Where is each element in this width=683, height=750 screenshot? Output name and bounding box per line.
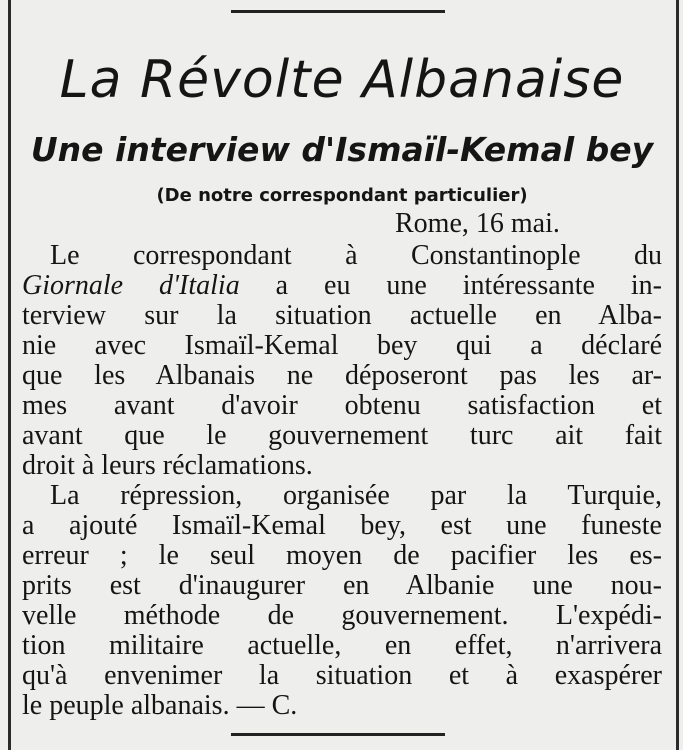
article-subheadline: Une interview d'Ismaïl-Kemal bey: [30, 130, 654, 169]
paragraph-1-line-7: avant que le gouvernement turc ait fait: [22, 420, 662, 451]
paragraph-1-line-3: terview sur la situation actuelle en Alba-: [22, 300, 662, 331]
paragraph-2-line-6: tion militaire actuelle, en effet, n'arrivera: [22, 630, 662, 661]
paragraph-1-line-1: Le correspondant à Constantinople du: [50, 240, 662, 271]
paragraph-2-line-2: a ajouté Ismaïl-Kemal bey, est une funeste: [22, 510, 662, 541]
paragraph-2-line-4: prits est d'inaugurer en Albanie une nou-: [22, 570, 662, 601]
right-column-rule: [676, 0, 679, 750]
paragraph-1-line-2: [22, 271, 662, 301]
paragraph-2-line-3: erreur ; le seul moyen de pacifier les es-: [22, 540, 662, 571]
paragraph-2-line-8: le peuple albanais. — C.: [22, 690, 298, 721]
paragraph-2-line-7: qu'à envenimer la situation et à exaspérer: [22, 660, 662, 691]
newspaper-name: Giornale d'Italia: [22, 270, 240, 301]
article-byline: (De notre correspondant particulier): [156, 185, 528, 206]
paragraph-1-line-6: mes avant d'avoir obtenu satisfaction et: [22, 390, 662, 421]
article-dateline: Rome, 16 mai.: [395, 208, 560, 239]
paragraph-2-line-1: La répression, organisée par la Turquie,: [50, 480, 662, 511]
left-column-rule: [8, 0, 11, 750]
bottom-separator-rule: [231, 733, 445, 736]
paragraph-1-line-8: droit à leurs réclamations.: [22, 450, 313, 481]
top-separator-rule: [231, 10, 445, 13]
paragraph-1-line-4: nie avec Ismaïl-Kemal bey qui a déclaré: [22, 330, 662, 361]
article-headline: La Révolte Albanaise: [59, 50, 625, 110]
paragraph-2-line-5: velle méthode de gouvernement. L'expédi-: [22, 600, 662, 631]
paragraph-1-line-5: que les Albanais ne déposeront pas les ar-: [22, 360, 662, 391]
paragraph-1-line-2-rest: a eu une intéressante in-: [239, 270, 662, 301]
